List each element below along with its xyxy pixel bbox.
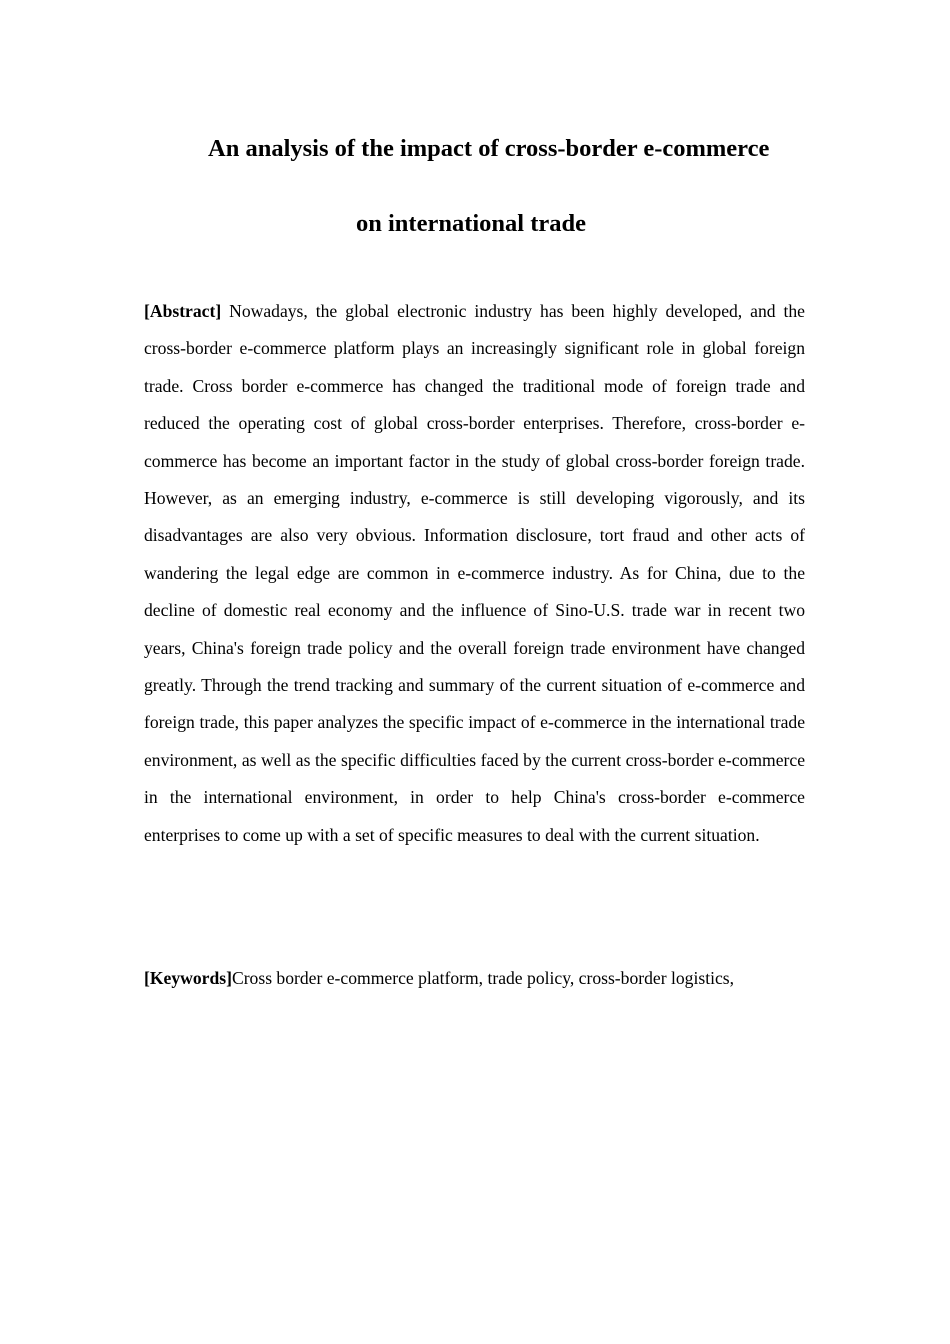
paper-title-line-2: on international trade — [356, 210, 587, 237]
abstract-text: Nowadays, the global electronic industry has been highly developed, and the cross-border e-commerce platform plays an increasingly significant role in global foreign trade. Cross border e-commerce has changed the traditional mode of foreign trade and reduced the operating cost of global cross-border enterprises. Therefore, cross-border e-commerce has become an important factor in the study of global cross-border foreign trade. However, as an emerging industry, e-commerce is still developing vigorously, and its disadvantages are also very obvious. Information disclosure, tort fraud and other acts of wandering the legal edge are common in e-commerce industry. As for China, due to the decline of domestic real economy and the influence of Sino-U.S. trade war in recent two years, China's foreign trade policy and the overall foreign trade environment have changed greatly. Through the trend tracking and summary of the current situation of e-commerce and foreign trade, this paper analyzes the specific impact of e-commerce in the international trade environment, as well as the specific difficulties faced by the current cross-border e-commerce in the international environment, in order to help China's cross-border e-commerce enterprises to come up with a set of specific measures to deal with the current situation. — [144, 301, 805, 845]
keywords-text: Cross border e-commerce platform, trade policy, cross-border logistics, — [231, 968, 735, 988]
abstract-label: [Abstract] — [144, 301, 222, 321]
keywords-label: [Keywords] — [144, 968, 232, 988]
paper-title-line-1: An analysis of the impact of cross-border e-commerce — [208, 135, 770, 162]
keywords-paragraph — [144, 962, 844, 994]
abstract-paragraph — [144, 293, 805, 854]
